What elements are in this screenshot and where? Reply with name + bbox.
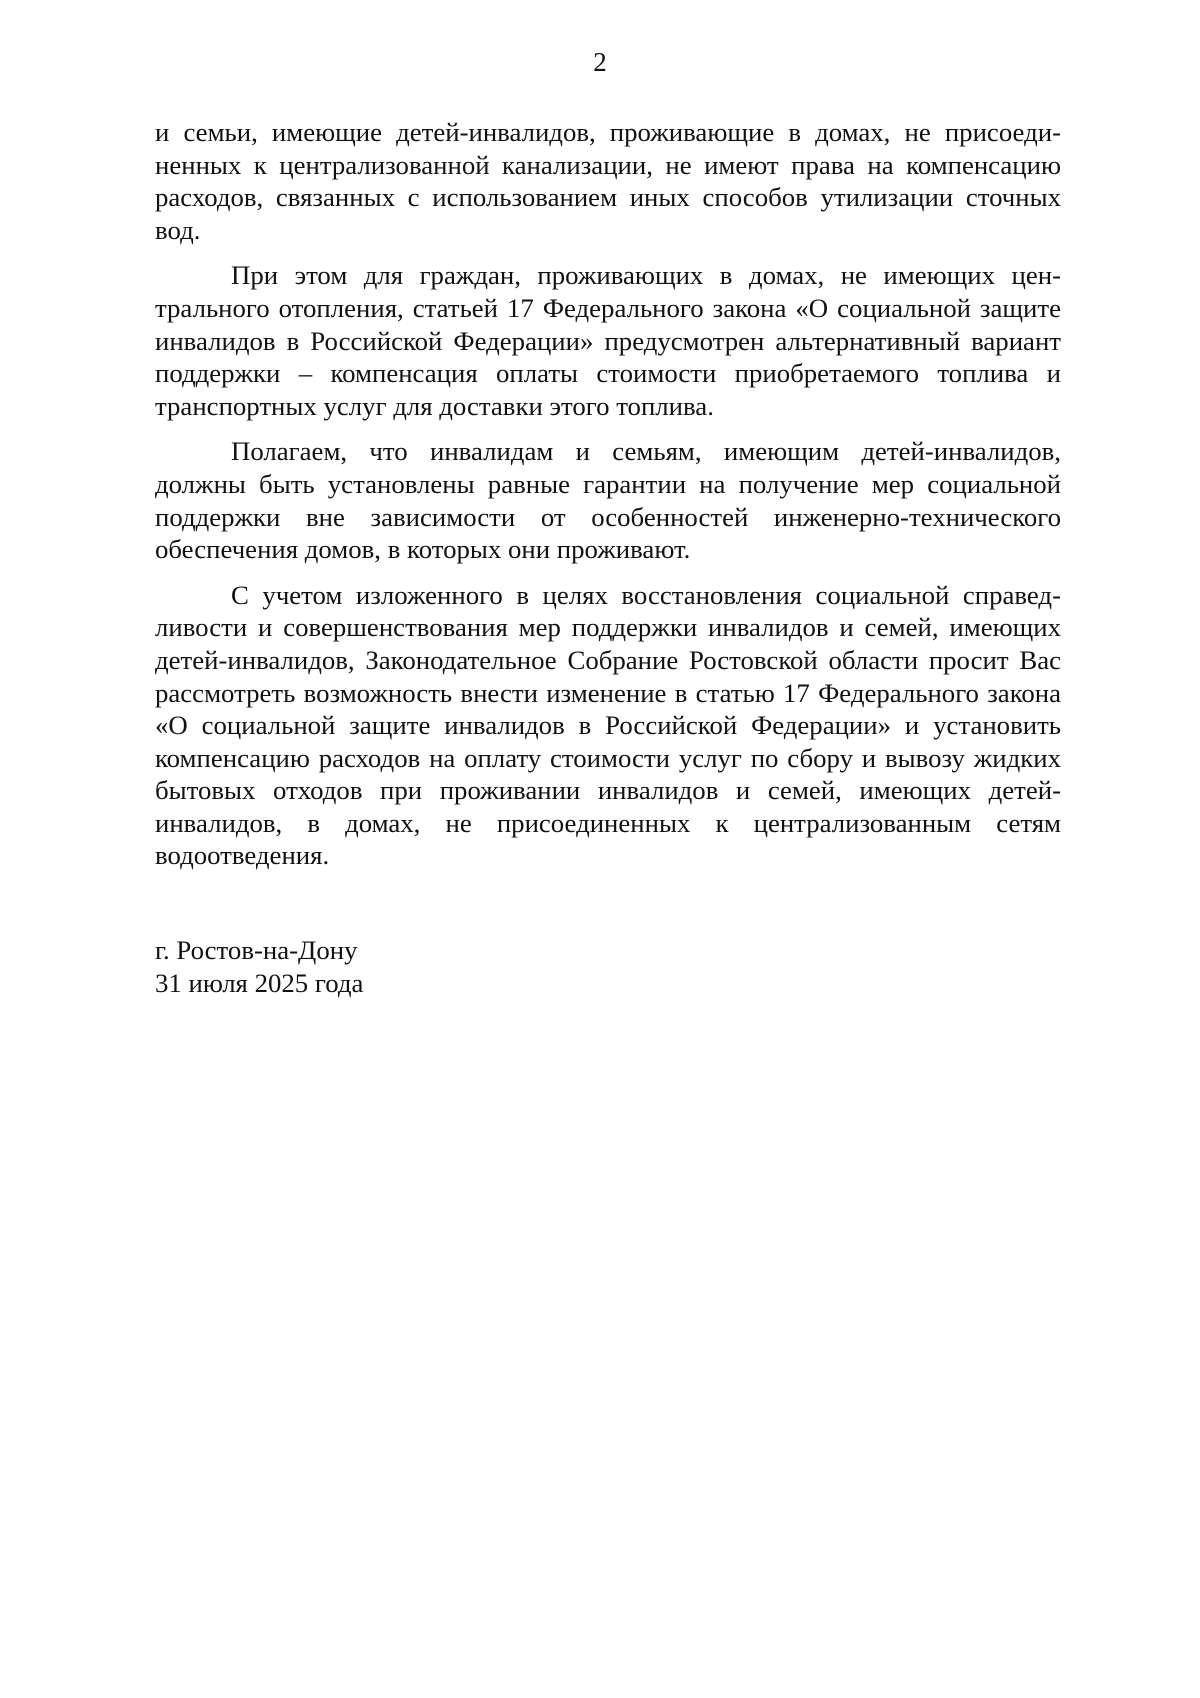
page-number: 2 <box>593 47 607 77</box>
paragraph-request: С учетом изложенного в целях восстановления социальной справедливости и совершенствования мер поддержки инвалидов и семей, имеющих детей-инвалидов, Законодательное Собрание Ростовской области просит Вас рассмотреть возможность внести изменение в статью 17 Федерального закона «О социальной защите инвалидов в Российской Федерации» и установить компенсацию расходов на оплату стоимости услуг по сбору и вывозу жидких бытовых отходов при проживании инвалидов и семей, имеющих детей-инвалидов, в домах, не присоединенных к централизованным сетям водоотведения. <box>155 579 1061 871</box>
paragraph-equal-guarantees: Полагаем, что инвалидам и семьям, имеющим детей-инвалидов, должны быть установлены равные гарантии на получение мер социальной поддержки вне зависимости от особенностей инженерно-технического обеспечения домов, в которых они проживают. <box>155 436 1061 565</box>
paragraph-continuation: и семьи, имеющие детей-инвалидов, проживающие в домах, не присоединенных к централизованной канализации, не имеют права на компенсацию расходов, связанных с использованием иных способов утилизации сточных вод. <box>155 117 1061 245</box>
signature-block <box>155 934 363 999</box>
signature-date: 31 июля 2025 года <box>155 967 364 998</box>
paragraph-heating-alternative: При этом для граждан, проживающих в домах, не имеющих центрального отопления, статьей 17 Федерального закона «О социальной защите инвалидов в Российской Федерации» предусмотрен альтернативный вариант поддержки – компенсация оплаты стоимости приобретаемого топлива и транспортных услуг для доставки этого топлива. <box>155 260 1061 421</box>
signature-place: г. Ростов-на-Дону <box>155 935 358 965</box>
letter-body <box>155 116 1061 885</box>
